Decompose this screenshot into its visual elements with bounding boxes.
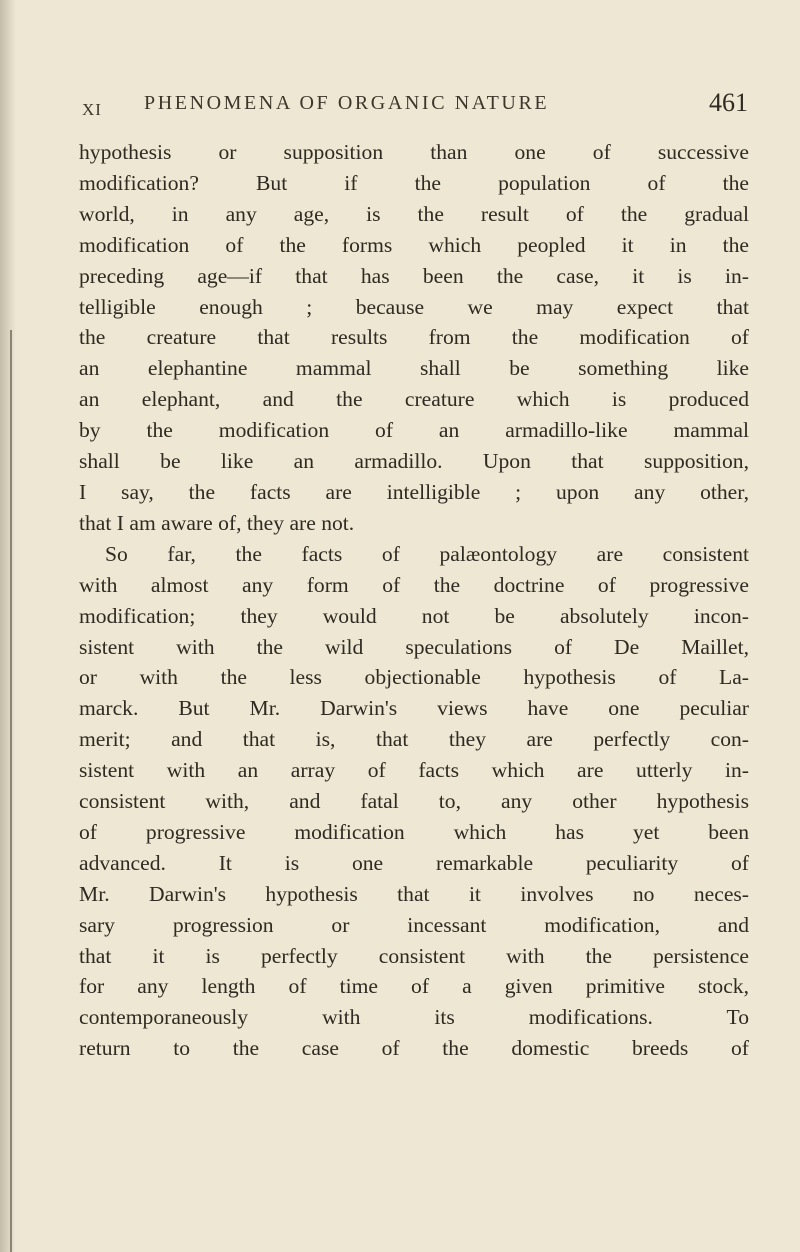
text-line: return to the case of the domestic breeds of <box>79 1036 749 1061</box>
page-edge-line <box>10 330 12 1252</box>
text-line: sistent with an array of facts which are utterly in- <box>79 758 749 783</box>
page-gutter-shadow <box>0 0 16 1252</box>
text-line: telligible enough ; because we may expect that <box>79 294 749 319</box>
text-line: I say, the facts are intelligible ; upon any other, <box>79 479 749 504</box>
text-line: contemporaneously with its modifications. To <box>79 1005 749 1030</box>
text-line: sistent with the wild speculations of De Maillet, <box>79 634 749 659</box>
text-line: the creature that results from the modification of <box>79 325 749 350</box>
text-line: that I am aware of, they are not. <box>79 510 355 535</box>
text-line: or with the less objectionable hypothesis of La- <box>79 665 749 690</box>
text-line: modification? But if the population of the <box>79 170 749 195</box>
page-number: 461 <box>709 88 748 117</box>
chapter-number: XI <box>82 100 102 119</box>
text-line: preceding age—if that has been the case, it is in- <box>79 263 749 288</box>
page-header <box>82 88 748 124</box>
text-line: with almost any form of the doctrine of progressive <box>79 572 749 597</box>
text-line: of progressive modification which has yet been <box>79 819 749 844</box>
text-line: sary progression or incessant modification, and <box>79 912 749 937</box>
text-line: an elephant, and the creature which is produced <box>79 387 749 412</box>
text-line: that it is perfectly consistent with the persistence <box>79 943 749 968</box>
text-line: Mr. Darwin's hypothesis that it involves no neces- <box>79 881 749 906</box>
text-line: shall be like an armadillo. Upon that supposition, <box>79 449 749 474</box>
text-line: consistent with, and fatal to, any other hypothesis <box>79 789 749 814</box>
text-line: So far, the facts of palæontology are consistent <box>105 541 749 566</box>
body-text <box>79 137 749 1064</box>
text-line: for any length of time of a given primitive stock, <box>79 974 749 999</box>
text-line: hypothesis or supposition than one of successive <box>79 140 749 164</box>
running-title: PHENOMENA OF ORGANIC NATURE <box>144 92 550 114</box>
text-line: modification of the forms which peopled it in the <box>79 232 749 257</box>
text-line: advanced. It is one remarkable peculiarity of <box>79 850 749 875</box>
text-line: by the modification of an armadillo-like mammal <box>79 418 749 443</box>
text-line: world, in any age, is the result of the gradual <box>79 201 749 226</box>
text-line: merit; and that is, that they are perfectly con- <box>79 727 749 752</box>
text-line: an elephantine mammal shall be something like <box>79 356 749 381</box>
text-line: modification; they would not be absolutely incon- <box>79 603 749 628</box>
text-line: marck. But Mr. Darwin's views have one peculiar <box>79 696 749 721</box>
